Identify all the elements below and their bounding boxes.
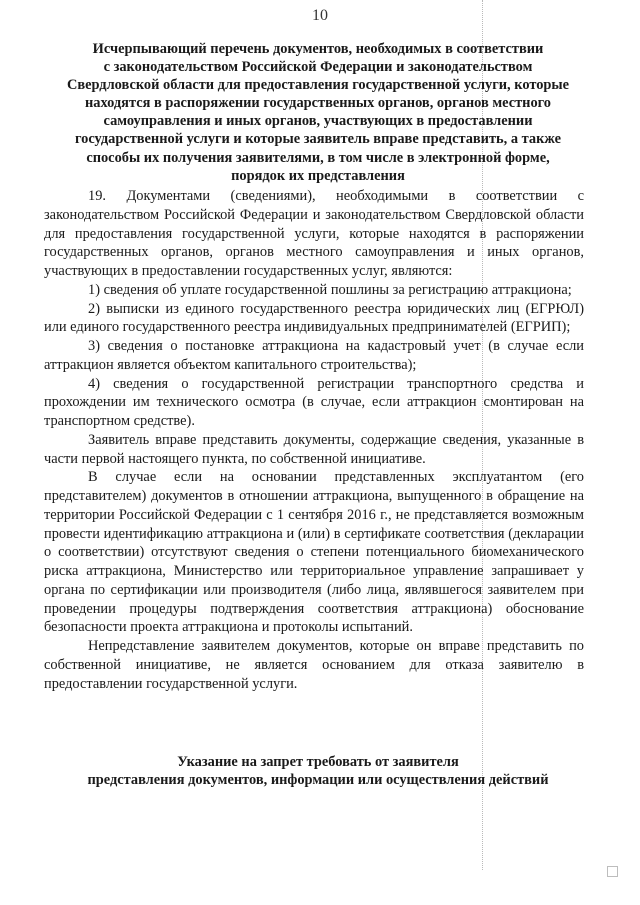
list-item-2: 2) выписки из единого государственного реестра юридических лиц (ЕГРЮЛ) или единого государственного реестра индивидуальных предпринимателей (ЕГРИП);: [44, 300, 584, 336]
heading-line: государственной услуги и которые заявитель вправе представить, а также: [74, 131, 562, 148]
list-item-3: 3) сведения о постановке аттракциона на кадастровый учет (в случае если аттракцион является объектом капитального строительства);: [44, 338, 584, 373]
heading-line: самоуправления и иных органов, участвующих в предоставлении: [103, 113, 533, 130]
body-text: [44, 187, 584, 693]
paragraph-own-initiative: Заявитель вправе представить документы, содержащие сведения, указанные в части первой настоящего пункта, по собственной инициативе.: [44, 431, 584, 467]
paragraph-non-submission: Непредставление заявителем документов, которые он вправе представить по собственной инициативе, не является основанием для отказа заявителю в предоставлении государственной услуги.: [44, 638, 584, 692]
paragraph-19-intro: 19. Документами (сведениями), необходимыми в соответствии с законодательством Российской Федерации и законодательством Свердловской области для предоставления государственной услуги, которые находятся в распоряжении государственных органов, органов местного самоуправления и иных органов, участвующих в предоставлении государственных услуг, являются:: [44, 188, 584, 279]
heading-line: представления документов, информации или осуществления действий: [87, 772, 549, 789]
section-heading-prohibition: [58, 753, 578, 789]
heading-line: Указание на запрет требовать от заявителя: [177, 754, 459, 770]
list-item-4: 4) сведения о государственной регистрации транспортного средства и прохождении им технического осмотра (в случае, если аттракцион смонтирован на транспортном средстве).: [44, 375, 584, 429]
paragraph-identification-case: В случае если на основании представленных эксплуатантом (его представителем) документов в отношении аттракциона, выпущенного в обращение на территории Российской Федерации с 1 сентября 2016 г., не представляется возможным провести идентификацию аттракциона и (или) в сертификате соответствия (декларации о соответствии) отсутствуют сведения о степени потенциального биомеханического риска аттракциона, Министерство или территориальное управление запрашивает у органа по сертификации или производителя (либо лица, являвшегося заявителем при проведении процедуры подтверждения соответствия аттракциона) обоснование безопасности проекта аттракциона и протоколы испытаний.: [44, 469, 584, 636]
heading-line: находятся в распоряжении государственных органов, органов местного: [84, 95, 552, 112]
section-heading-documents-list: [58, 40, 578, 185]
list-item-1: 1) сведения об уплате государственной пошлины за регистрацию аттракциона;: [88, 281, 572, 298]
scan-corner-mark: [607, 866, 618, 877]
heading-line: Свердловской области для предоставления государственной услуги, которые: [66, 77, 570, 94]
heading-line: порядок их представления: [231, 167, 405, 184]
heading-line: с законодательством Российской Федерации и законодательством: [103, 59, 533, 76]
heading-line: Исчерпывающий перечень документов, необходимых в соответствии: [92, 41, 544, 57]
heading-line: способы их получения заявителями, в том числе в электронной форме,: [86, 149, 550, 166]
page-number: 10: [312, 7, 328, 24]
